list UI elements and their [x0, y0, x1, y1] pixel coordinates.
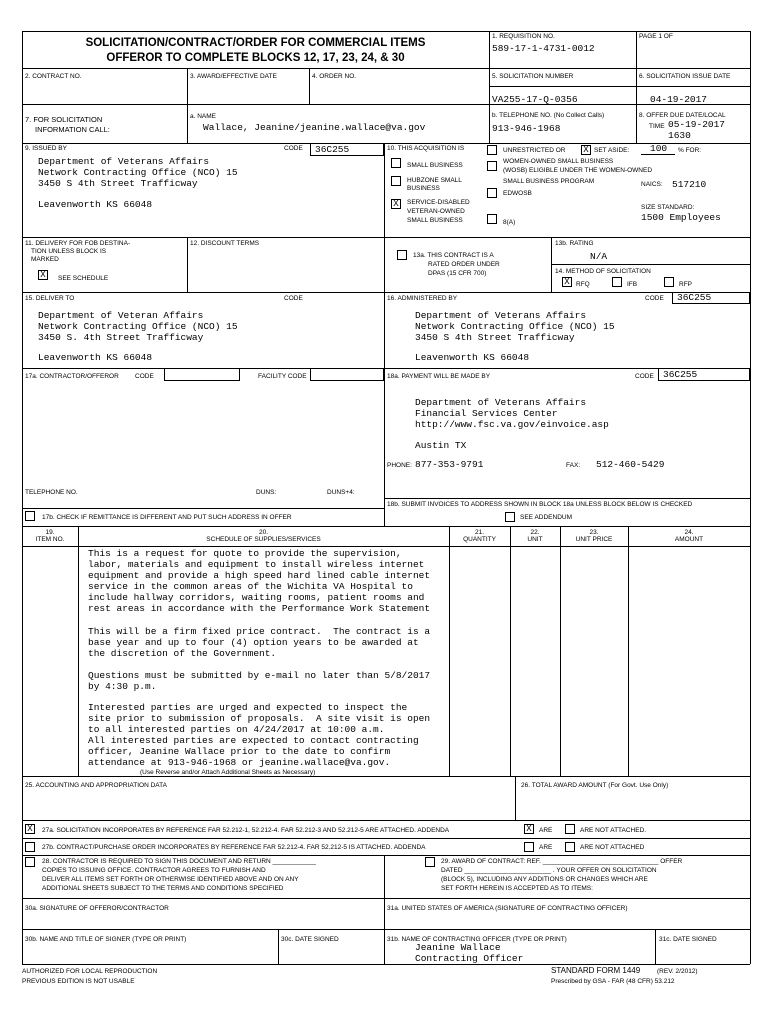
edwosb-label: EDWOSB [503, 190, 532, 197]
29-line1: 29. AWARD OF CONTRACT: REF. ________________________________ OFFER [441, 858, 683, 865]
rated-order-checkbox[interactable] [397, 250, 407, 260]
payment-line3: http://www.fsc.va.gov/einvoice.asp [415, 419, 609, 430]
offer-due-time-value[interactable]: 1630 [668, 130, 691, 141]
payment-code-field[interactable] [658, 368, 750, 381]
solicitation-number-value[interactable]: VA255-17-Q-0356 [492, 94, 578, 105]
28-checkbox[interactable] [25, 857, 35, 867]
col21-label: QUANTITY [463, 536, 496, 543]
info-call-label-1: 7. FOR SOLICITATION [25, 115, 103, 124]
payment-fax-value[interactable]: 512-460-5429 [596, 459, 665, 470]
naics-value[interactable]: 517210 [672, 179, 707, 190]
see-addendum-checkbox[interactable] [505, 512, 515, 522]
contractor-label: 17a. CONTRACTOR/OFFEROR [25, 373, 119, 380]
name-value[interactable]: Wallace, Jeanine/jeanine.wallace@va.gov [203, 122, 426, 133]
hubzone-label-2: BUSINESS [407, 185, 440, 192]
administered-by-label: 16. ADMINISTERED BY [387, 295, 458, 302]
payment-line4: Austin TX [415, 440, 467, 451]
contractor-code-field[interactable] [164, 368, 240, 381]
requisition-value[interactable]: 589-17-1-4731-0012 [492, 43, 595, 54]
admin-code-label: CODE [645, 295, 664, 302]
28-line4: ADDITIONAL SHEETS SUBJECT TO THE TERMS AND CONDITIONS SPECIFIED [42, 885, 284, 892]
payment-label: 18a. PAYMENT WILL BE MADE BY [387, 373, 491, 380]
rating-label: 13b. RATING [555, 240, 594, 247]
footer-prescribed: Prescribed by GSA - FAR (48 CFR) 53.212 [551, 978, 675, 985]
28-line2: COPIES TO ISSUING OFFICE. CONTRACTOR AGREES TO FURNISH AND [42, 867, 266, 874]
payment-line1: Department of Veterans Affairs [415, 397, 587, 408]
small-business-checkbox[interactable] [391, 158, 401, 168]
remittance-checkbox[interactable] [25, 511, 35, 521]
see-schedule-label: SEE SCHEDULE [58, 275, 109, 282]
28-line3: DELIVER ALL ITEMS SET FORTH OR OTHERWISE IDENTIFIED ABOVE AND ON ANY [42, 876, 299, 883]
duns4-label: DUNS+4: [327, 489, 355, 496]
payment-phone-value[interactable]: 877-353-9791 [415, 459, 484, 470]
27a-are-label: ARE [539, 827, 553, 834]
schedule-paragraph-3: Questions must be submitted by e-mail no later than 5/8/2017 by 4:30 p.m. [88, 670, 431, 692]
see-schedule-checkbox[interactable]: X [38, 270, 48, 280]
27a-are-checkbox[interactable]: X [524, 824, 534, 834]
form-title-line2: OFFEROR TO COMPLETE BLOCKS 12, 17, 23, 24, & 30 [106, 52, 405, 64]
27a-checkbox[interactable]: X [25, 824, 35, 834]
submit-invoices-label: 18b. SUBMIT INVOICES TO ADDRESS SHOWN IN BLOCK 18a UNLESS BLOCK BELOW IS CHECKED [387, 501, 693, 508]
signature-co-label: 31a. UNITED STATES OF AMERICA (SIGNATURE OF CONTRACTING OFFICER) [387, 905, 628, 912]
rating-value[interactable]: N/A [590, 251, 608, 262]
eight-a-label: 8(A) [503, 219, 516, 226]
set-aside-percent-label: % FOR: [678, 147, 702, 154]
eight-a-checkbox[interactable] [487, 214, 497, 224]
admin-code-value: 36C255 [677, 292, 712, 303]
wosb-label-2: (WOSB) ELIGIBLE UNDER THE WOMEN-OWNED [503, 167, 653, 174]
issued-code-field[interactable] [310, 143, 384, 156]
footer-form-name: STANDARD FORM 1449 [551, 966, 641, 975]
issued-by-label: 9. ISSUED BY [25, 145, 67, 152]
set-aside-checkbox[interactable]: X [581, 145, 591, 155]
admin-code-field[interactable] [672, 292, 750, 304]
discount-terms-label: 12. DISCOUNT TERMS [190, 240, 260, 247]
29-line2: DATED ________________________ . YOUR OFFER ON SOLICITATION [441, 867, 657, 874]
issued-line4: Leavenworth KS 66048 [38, 199, 153, 210]
col23-num: 23. [589, 529, 599, 536]
deliver-line4: Leavenworth KS 66048 [38, 352, 153, 363]
col19-label: ITEM NO. [35, 536, 65, 543]
set-aside-label: SET ASIDE: [594, 147, 630, 154]
wosb-label-1: WOMEN-OWNED SMALL BUSINESS [503, 158, 614, 165]
rfp-label: RFP [679, 281, 692, 288]
page-label: PAGE 1 OF [639, 33, 673, 40]
see-addendum-label: SEE ADDENDUM [520, 514, 573, 521]
col20-label: SCHEDULE OF SUPPLIES/SERVICES [206, 536, 321, 543]
issued-code-value: 36C255 [315, 144, 350, 155]
schedule-paragraph-2: This will be a firm fixed price contract. The contract is a base year and up to four (4) option years to be awarded at the discretion of the Government. [88, 626, 431, 659]
signer-name-label: 30b. NAME AND TITLE OF SIGNER (TYPE OR PRINT) [25, 936, 187, 943]
issued-code-label: CODE [284, 145, 303, 152]
delivery-label-1: 11. DELIVERY FOR FOB DESTINA- [25, 240, 131, 247]
sdvosb-label-1: SERVICE-DISABLED [407, 199, 470, 206]
offer-due-time-label: TIME [649, 123, 665, 130]
deliver-line1: Department of Veteran Affairs [38, 310, 204, 321]
schedule-note: (Use Reverse and/or Attach Additional Sheets as Necessary) [140, 769, 316, 776]
27b-are-label: ARE [539, 844, 553, 851]
total-award-label: 26. TOTAL AWARD AMOUNT (For Govt. Use Only) [521, 782, 669, 789]
deliver-to-label: 15. DELIVER TO [25, 295, 75, 302]
footer-revision: (REV. 2/2012) [657, 968, 698, 975]
name-label: a. NAME [190, 113, 217, 120]
admin-line1: Department of Veterans Affairs [415, 310, 587, 321]
rfq-checkbox[interactable]: X [562, 277, 572, 287]
co-title-value: Contracting Officer [415, 953, 524, 964]
29-line3: (BLOCK 5), INCLUDING ANY ADDITIONS OR CHANGES WHICH ARE [441, 876, 648, 883]
27b-label: 27b. CONTRACT/PURCHASE ORDER INCORPORATES BY REFERENCE FAR 52.212-4. FAR 52.212-5 IS ATTACHED. ADDENDA [42, 844, 426, 851]
issued-line1: Department of Veterans Affairs [38, 156, 210, 167]
offer-due-label: 8. OFFER DUE DATE/LOCAL [639, 112, 726, 119]
footer-authorized: AUTHORIZED FOR LOCAL REPRODUCTION [22, 968, 158, 975]
col20-num: 20. [258, 529, 269, 536]
naics-label: NAICS: [641, 181, 663, 188]
set-aside-percent-value[interactable]: 100 [650, 143, 668, 154]
size-standard-value[interactable]: 1500 Employees [641, 212, 721, 223]
schedule-paragraph-4: Interested parties are urged and expected to inspect the site prior to submission of proposals. A site visit is open to all interested parties on 4/24/2017 at 10:00 a.m. All interested parties are expected to contact contracting officer, Jeanine Wallace prior to the date to confirm attendance at 913-946-1968 or jeanine.wallace@va.gov. [88, 702, 431, 768]
27b-not-checkbox[interactable] [565, 842, 575, 852]
admin-line2: Network Contracting Office (NCO) 15 [415, 321, 615, 332]
solicitation-date-label: 6. SOLICITATION ISSUE DATE [639, 73, 731, 80]
telephone-value[interactable]: 913-946-1968 [492, 123, 561, 134]
col22-num: 22. [530, 529, 540, 536]
rated-order-label-2: RATED ORDER UNDER [428, 261, 500, 268]
remittance-label: 17b. CHECK IF REMITTANCE IS DIFFERENT AND PUT SUCH ADDRESS IN OFFER [42, 514, 292, 521]
accounting-label: 25. ACCOUNTING AND APPROPRIATION DATA [25, 782, 167, 789]
col22-label: UNIT [527, 536, 543, 543]
payment-line2: Financial Services Center [415, 408, 558, 419]
solicitation-date-value[interactable]: 04-19-2017 [650, 94, 708, 105]
solicitation-number-label: 5. SOLICITATION NUMBER [492, 73, 574, 80]
sdvosb-label-2: VETERAN-OWNED [407, 208, 465, 215]
29-line4: SET FORTH HEREIN IS ACCEPTED AS TO ITEMS: [441, 885, 593, 892]
deliver-line2: Network Contracting Office (NCO) 15 [38, 321, 238, 332]
form-title-line1: SOLICITATION/CONTRACT/ORDER FOR COMMERCIAL ITEMS [85, 37, 426, 49]
wosb-label-3: SMALL BUSINESS PROGRAM [503, 178, 595, 185]
method-label: 14. METHOD OF SOLICITATION [555, 268, 651, 275]
acquisition-label: 10. THIS ACQUISITION IS [387, 145, 465, 152]
co-name-label: 31b. NAME OF CONTRACTING OFFICER (TYPE OR PRINT) [387, 936, 567, 943]
info-call-label-2: INFORMATION CALL: [35, 125, 110, 134]
27b-are-checkbox[interactable] [524, 842, 534, 852]
hubzone-checkbox[interactable] [391, 176, 401, 186]
col24-num: 24. [684, 529, 694, 536]
27a-not-checkbox[interactable] [565, 824, 575, 834]
issued-line2: Network Contracting Office (NCO) 15 [38, 167, 238, 178]
delivery-label-2: TION UNLESS BLOCK IS [31, 248, 107, 255]
col23-label: UNIT PRICE [575, 536, 613, 543]
payment-code-label: CODE [635, 373, 654, 380]
27b-checkbox[interactable] [25, 842, 35, 852]
facility-code-label: FACILITY CODE [258, 373, 307, 380]
payment-phone-label: PHONE: [387, 462, 412, 469]
27a-not-label: ARE NOT ATTACHED. [580, 827, 647, 834]
col19-num: 19. [45, 529, 55, 536]
sdvosb-label-3: SMALL BUSINESS [407, 217, 463, 224]
requisition-label: 1. REQUISITION NO. [492, 33, 555, 40]
ifb-label: IFB [627, 281, 638, 288]
schedule-paragraph-1: This is a request for quote to provide the supervision, labor, materials and equipment to install wireless internet equipment and provide a high speed hard lined cable internet service in the common areas of the Wichita VA Hospital to include hallway corridors, waiting rooms, patient rooms and rest areas in accordance with the Performance Work Statement [88, 548, 431, 614]
payment-code-value: 36C255 [663, 369, 698, 380]
telephone-label: b. TELEPHONE NO. (No Collect Calls) [492, 112, 605, 119]
facility-code-field[interactable] [310, 368, 384, 381]
28-line1: 28. CONTRACTOR IS REQUIRED TO SIGN THIS DOCUMENT AND RETURN ____________ [42, 858, 316, 865]
sdvosb-checkbox[interactable]: X [391, 199, 401, 209]
29-checkbox[interactable] [425, 857, 435, 867]
contract-no-label: 2. CONTRACT NO. [25, 73, 82, 80]
rated-order-label-1: 13a. THIS CONTRACT IS A [413, 252, 494, 259]
admin-line4: Leavenworth KS 66048 [415, 352, 530, 363]
rfp-checkbox[interactable] [664, 277, 674, 287]
27a-label: 27a. SOLICITATION INCORPORATES BY REFERENCE FAR 52.212-1, 52.212-4. FAR 52.212-3 AND 52.212-5 ARE ATTACHED. ADDENDA [42, 827, 450, 834]
deliver-line3: 3450 S. 4th Street Trafficway [38, 332, 204, 343]
signer-date-label: 30c. DATE SIGNED [281, 936, 339, 943]
size-standard-label: SIZE STANDARD: [641, 204, 695, 211]
hubzone-label-1: HUBZONE SMALL [407, 177, 462, 184]
order-no-label: 4. ORDER NO. [312, 73, 357, 80]
admin-line3: 3450 S 4th Street Trafficway [415, 332, 575, 343]
wosb-checkbox[interactable] [487, 161, 497, 171]
small-business-label: SMALL BUSINESS [407, 162, 463, 169]
delivery-label-3: MARKED [31, 256, 59, 263]
unrestricted-label: UNRESTRICTED OR [503, 147, 566, 154]
col24-label: AMOUNT [674, 536, 704, 543]
footer-previous-edition: PREVIOUS EDITION IS NOT USABLE [22, 978, 135, 985]
edwosb-checkbox[interactable] [487, 188, 497, 198]
co-date-label: 31c. DATE SIGNED [659, 936, 717, 943]
rated-order-label-3: DPAS (15 CFR 700) [428, 270, 487, 277]
payment-fax-label: FAX: [566, 462, 581, 469]
signature-offeror-label: 30a. SIGNATURE OF OFFEROR/CONTRACTOR [25, 905, 169, 912]
deliver-code-label: CODE [284, 295, 303, 302]
ifb-checkbox[interactable] [612, 277, 622, 287]
duns-label: DUNS: [256, 489, 277, 496]
contractor-telephone-label: TELEPHONE NO. [25, 489, 78, 496]
col21-num: 21. [474, 529, 485, 536]
issued-line3: 3450 S 4th Street Trafficway [38, 178, 198, 189]
27b-not-label: ARE NOT ATTACHED [580, 844, 645, 851]
award-date-label: 3. AWARD/EFFECTIVE DATE [190, 73, 277, 80]
offer-due-date-value[interactable]: 05-19-2017 [668, 119, 726, 130]
co-name-value: Jeanine Wallace [415, 942, 501, 953]
unrestricted-checkbox[interactable] [487, 145, 497, 155]
contractor-code-label: CODE [135, 373, 154, 380]
rfq-label: RFQ [576, 281, 590, 288]
